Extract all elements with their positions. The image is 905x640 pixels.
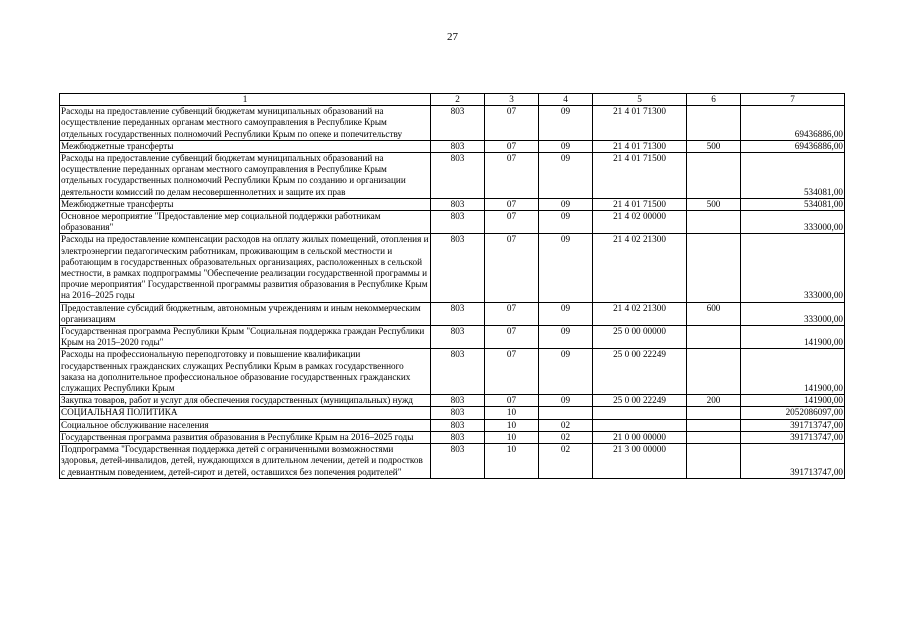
row-name-cell: Межбюджетные трансферты — [60, 140, 431, 152]
section-cell: 07 — [485, 198, 539, 210]
row-name-cell: Расходы на предоставление субвенций бюджетам муниципальных образований на осуществление переданных органам местного самоуправления в Республике Крым отдельных государственных полномочий Республики Крым по опеке и попечительству — [60, 106, 431, 141]
admin-code-cell: 803 — [431, 140, 485, 152]
subsection-cell: 09 — [539, 106, 593, 141]
expense-type-cell — [687, 211, 741, 234]
expense-type-cell — [687, 153, 741, 199]
subsection-cell: 09 — [539, 234, 593, 302]
row-name-cell: Подпрограмма "Государственная поддержка детей с ограниченными возможностями здоровья, детей-инвалидов, детей, нуждающихся в длительном лечении, детей и подростков с девиантным поведением, детей-сирот и детей, оставшихся без попечения родителей" — [60, 444, 431, 479]
page-number: 27 — [447, 31, 458, 43]
row-name-cell: Предоставление субсидий бюджетным, автономным учреждениям и иным некоммерческим организациям — [60, 302, 431, 325]
subsection-cell: 09 — [539, 198, 593, 210]
subsection-cell: 09 — [539, 326, 593, 349]
budget-table — [59, 93, 845, 479]
header-cell: 6 — [687, 94, 741, 106]
admin-code-cell: 803 — [431, 302, 485, 325]
section-cell: 10 — [485, 431, 539, 443]
subsection-cell — [539, 407, 593, 419]
target-article-cell: 21 4 02 21300 — [593, 302, 687, 325]
amount-cell: 2052086097,00 — [741, 407, 845, 419]
expense-type-cell — [687, 431, 741, 443]
target-article-cell: 21 4 01 71500 — [593, 153, 687, 199]
expense-type-cell: 500 — [687, 198, 741, 210]
row-name-cell: Расходы на предоставление субвенций бюджетам муниципальных образований на осуществление переданных органам местного самоуправления в Республике Крым отдельных государственных полномочий Республики Крым по созданию и организации деятельности комиссий по делам несовершеннолетних и защите их прав — [60, 153, 431, 199]
target-article-cell: 25 0 00 22249 — [593, 395, 687, 407]
amount-cell: 391713747,00 — [741, 419, 845, 431]
admin-code-cell: 803 — [431, 419, 485, 431]
section-cell: 07 — [485, 326, 539, 349]
admin-code-cell: 803 — [431, 395, 485, 407]
section-cell: 07 — [485, 106, 539, 141]
expense-type-cell: 500 — [687, 140, 741, 152]
admin-code-cell: 803 — [431, 349, 485, 395]
table-row — [60, 302, 845, 325]
table-row — [60, 211, 845, 234]
admin-code-cell: 803 — [431, 407, 485, 419]
row-name-cell: Основное мероприятие "Предоставление мер социальной поддержки работникам образования" — [60, 211, 431, 234]
amount-cell: 534081,00 — [741, 198, 845, 210]
expense-type-cell — [687, 106, 741, 141]
target-article-cell: 21 0 00 00000 — [593, 431, 687, 443]
admin-code-cell: 803 — [431, 431, 485, 443]
target-article-cell — [593, 407, 687, 419]
section-cell: 07 — [485, 395, 539, 407]
amount-cell: 333000,00 — [741, 302, 845, 325]
subsection-cell: 02 — [539, 444, 593, 479]
expense-type-cell: 600 — [687, 302, 741, 325]
row-name-cell: Расходы на профессиональную переподготовку и повышение квалификации государственных гражданских служащих Республики Крым в рамках государственного заказа на дополнительное профессиональное образование государственных гражданских служащих Республики Крым — [60, 349, 431, 395]
amount-cell: 69436886,00 — [741, 140, 845, 152]
header-cell: 7 — [741, 94, 845, 106]
section-cell: 07 — [485, 140, 539, 152]
amount-cell: 534081,00 — [741, 153, 845, 199]
section-cell: 10 — [485, 407, 539, 419]
subsection-cell: 09 — [539, 140, 593, 152]
subsection-cell: 02 — [539, 419, 593, 431]
admin-code-cell: 803 — [431, 106, 485, 141]
admin-code-cell: 803 — [431, 211, 485, 234]
row-name-cell: Межбюджетные трансферты — [60, 198, 431, 210]
subsection-cell: 02 — [539, 431, 593, 443]
row-name-cell: Социальное обслуживание населения — [60, 419, 431, 431]
table-row — [60, 444, 845, 479]
target-article-cell — [593, 419, 687, 431]
header-cell: 2 — [431, 94, 485, 106]
table-row — [60, 198, 845, 210]
section-cell: 07 — [485, 302, 539, 325]
target-article-cell: 21 4 02 21300 — [593, 234, 687, 302]
amount-cell: 333000,00 — [741, 211, 845, 234]
target-article-cell: 21 4 01 71300 — [593, 140, 687, 152]
subsection-cell: 09 — [539, 153, 593, 199]
header-cell: 5 — [593, 94, 687, 106]
target-article-cell: 21 4 01 71500 — [593, 198, 687, 210]
header-cell: 3 — [485, 94, 539, 106]
expense-type-cell: 200 — [687, 395, 741, 407]
expense-type-cell — [687, 349, 741, 395]
subsection-cell: 09 — [539, 395, 593, 407]
subsection-cell: 09 — [539, 302, 593, 325]
row-name-cell: Государственная программа Республики Крым "Социальная поддержка граждан Республики Крым на 2015–2020 годы" — [60, 326, 431, 349]
amount-cell: 141900,00 — [741, 326, 845, 349]
table-row — [60, 395, 845, 407]
row-name-cell: Расходы на предоставление компенсации расходов на оплату жилых помещений, отопления и электроэнергии педагогическим работникам, проживающим в сельской местности и работающим в государственных образовательных организациях, расположенных в сельской местности, в рамках подпрограммы "Обеспечение реализации государственной программы и прочие мероприятия" Государственной программы развития образования в Республике Крым на 2016–2025 годы — [61, 234, 429, 301]
section-cell: 07 — [485, 234, 539, 302]
table-row — [60, 419, 845, 431]
amount-cell: 391713747,00 — [741, 431, 845, 443]
header-cell: 1 — [60, 94, 431, 106]
expense-type-cell — [687, 326, 741, 349]
section-cell: 10 — [485, 419, 539, 431]
table-row — [60, 349, 845, 395]
table-row — [60, 106, 845, 141]
section-cell: 07 — [485, 211, 539, 234]
row-name-cell: Закупка товаров, работ и услуг для обеспечения государственных (муниципальных) нужд — [60, 395, 431, 407]
admin-code-cell: 803 — [431, 153, 485, 199]
section-cell: 07 — [485, 153, 539, 199]
expense-type-cell — [687, 444, 741, 479]
row-name-cell: СОЦИАЛЬНАЯ ПОЛИТИКА — [60, 407, 431, 419]
table-row — [60, 153, 845, 199]
target-article-cell: 21 4 02 00000 — [593, 211, 687, 234]
subsection-cell: 09 — [539, 349, 593, 395]
target-article-cell: 21 3 00 00000 — [593, 444, 687, 479]
section-cell: 07 — [485, 349, 539, 395]
section-cell: 10 — [485, 444, 539, 479]
row-name-cell: Государственная программа развития образования в Республике Крым на 2016–2025 годы — [60, 431, 431, 443]
amount-cell: 333000,00 — [741, 234, 845, 302]
amount-cell: 69436886,00 — [741, 106, 845, 141]
table-row — [60, 326, 845, 349]
amount-cell: 141900,00 — [741, 395, 845, 407]
target-article-cell: 25 0 00 00000 — [593, 326, 687, 349]
amount-cell: 391713747,00 — [741, 444, 845, 479]
table-row — [60, 140, 845, 152]
admin-code-cell: 803 — [431, 444, 485, 479]
admin-code-cell: 803 — [431, 326, 485, 349]
table-row — [60, 431, 845, 443]
table-row — [60, 407, 845, 419]
header-cell: 4 — [539, 94, 593, 106]
expense-type-cell — [687, 407, 741, 419]
table-row — [60, 234, 845, 302]
expense-type-cell — [687, 234, 741, 302]
target-article-cell: 25 0 00 22249 — [593, 349, 687, 395]
header-row — [60, 94, 845, 106]
expense-type-cell — [687, 419, 741, 431]
subsection-cell: 09 — [539, 211, 593, 234]
admin-code-cell: 803 — [431, 198, 485, 210]
target-article-cell: 21 4 01 71300 — [593, 106, 687, 141]
admin-code-cell: 803 — [431, 234, 485, 302]
amount-cell: 141900,00 — [741, 349, 845, 395]
